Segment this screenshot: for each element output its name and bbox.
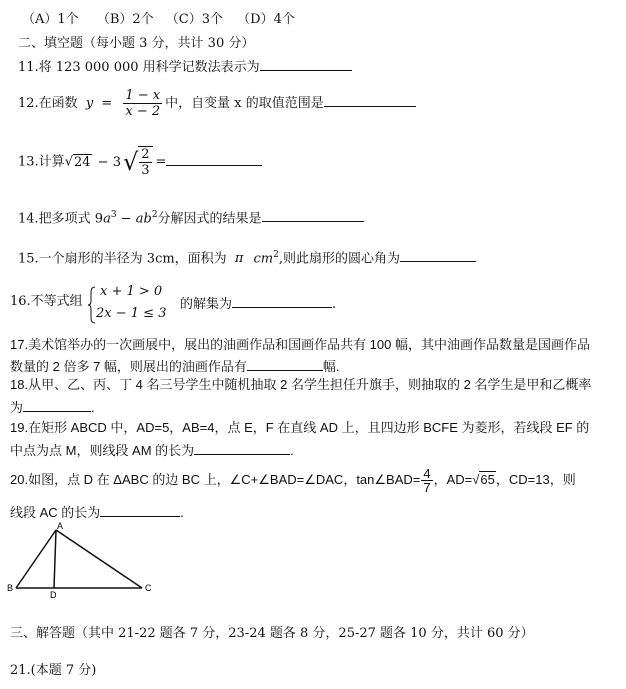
q20-text-2: 线段 AC 的长为 <box>10 505 101 520</box>
q13-answer-blank[interactable] <box>166 152 262 166</box>
q12-fraction <box>123 88 162 119</box>
q13-denominator: 3 <box>141 163 150 178</box>
question-19-line1: 19.在矩形 ABCD 中，AD=5，AB=4，点 E，F 在直线 AD 上，且四边形 BCFE 为菱形，若线段 EF 的 <box>10 420 590 435</box>
q13-numerator: 2 <box>141 147 150 162</box>
question-13: 13.计算√24 − 3√ $\frac{2}{3}$ = <box>18 140 262 184</box>
section-3-heading: 三、解答题（其中 21-22 题各 7 分，23-24 题各 8 分，25-27 题各 10 分，共计 60 分） <box>10 626 534 641</box>
q15-exp2: 2 <box>273 250 279 260</box>
q20-numerator: 4 <box>423 466 431 482</box>
question-17-line2 <box>10 357 340 375</box>
segment-ad <box>54 530 56 588</box>
label-d: D <box>50 590 57 598</box>
question-17-line1: 17.美术馆举办的一次画展中，展出的油画作品和国画作品共有 100 幅，其中油画作品数量是国画作品 <box>10 337 590 352</box>
q12-denominator: x − 2 <box>125 104 161 119</box>
q14-a: a <box>103 211 111 227</box>
q12-answer-blank[interactable] <box>324 93 416 107</box>
q14-exp2: 2 <box>151 210 158 220</box>
question-21: 21.(本题 7 分) <box>10 663 97 678</box>
question-19-line2: 中点为点 M，则线段 AM 的长为 . <box>10 443 294 458</box>
q17-answer-blank[interactable] <box>247 357 323 371</box>
triangle-figure <box>4 518 164 598</box>
question-12 <box>18 86 416 122</box>
q11-text: 11.将 123 000 000 用科学记数法表示为 <box>18 60 260 75</box>
side-ac <box>56 530 142 588</box>
q11-answer-blank[interactable] <box>260 57 352 71</box>
q14-text: 14.把多项式 9 <box>18 211 104 227</box>
question-20-line1: 20.如图，点 D 在 ΔABC 的边 BC 上，∠C+∠BAD=∠DAC，tan∠BAD= $\frac{4}{7}$ ，AD=√65，CD=13，则 <box>10 466 576 496</box>
question-18-line1: 18.从甲、乙、丙、丁 4 名三号学生中随机抽取 2 名学生担任升旗手，则抽取的 2 名学生是甲和乙概率 <box>10 377 592 392</box>
q12-y: y <box>85 96 94 111</box>
q14-answer-blank[interactable] <box>262 208 364 222</box>
q20-answer-blank[interactable] <box>100 503 180 517</box>
section-2-heading: 二、填空题（每小题 3 分，共计 30 分） <box>18 36 255 51</box>
q12-numerator: 1 − x <box>125 88 161 103</box>
side-ab <box>16 530 56 588</box>
q19-answer-blank[interactable] <box>194 441 290 455</box>
q12-post: 中，自变量 x 的取值范围是 <box>165 96 324 111</box>
q13-eq: = <box>155 154 167 170</box>
options-line <box>22 12 295 28</box>
q16-row1: x + 1 > 0 <box>100 284 163 299</box>
q18-answer-blank[interactable] <box>23 398 91 412</box>
q13-fraction <box>138 146 152 178</box>
q15-pi: π <box>234 251 244 267</box>
q16-answer-blank[interactable] <box>232 294 332 308</box>
q20-fraction <box>421 467 432 494</box>
q18-text: 为 <box>10 400 24 415</box>
option-c: （C）3个 <box>165 12 223 27</box>
q20-radicand: 65 <box>480 472 495 487</box>
q14-post: 分解因式的结果是 <box>157 211 262 227</box>
q16-row2: 2x − 1 ≤ 3 <box>96 306 167 321</box>
option-d: （D）4个 <box>237 12 295 27</box>
question-20-line2: 线段 AC 的长为 . <box>10 505 184 520</box>
question-18-line2: 为 . <box>10 400 95 415</box>
q12-eq: = <box>101 96 113 111</box>
question-11 <box>18 57 352 76</box>
q13-minus: − 3 <box>97 154 121 170</box>
label-c: C <box>145 583 152 593</box>
q20-denominator: 7 <box>423 480 431 496</box>
q17-text: 数量的 2 倍多 7 幅，则展出的油画作品有 <box>10 359 247 374</box>
q14-ab: − ab <box>116 211 152 227</box>
q15-cm: cm <box>253 251 274 267</box>
q16-post: 的解集为 <box>180 297 233 312</box>
question-14 <box>18 207 364 227</box>
q14-exp3: 3 <box>110 210 117 220</box>
question-15 <box>18 247 476 267</box>
q20-mid: ，AD= <box>433 472 473 487</box>
q15-answer-blank[interactable] <box>400 248 476 262</box>
option-a: （A）1个 <box>22 12 79 27</box>
q19-text: 中点为点 M，则线段 AM 的长为 <box>10 443 195 458</box>
q15-text: 15.一个扇形的半径为 3cm，面积为 <box>18 251 227 267</box>
q20-post: ，CD=13，则 <box>495 472 576 487</box>
q13-text: 13.计算 <box>18 154 65 170</box>
label-a: A <box>57 521 64 531</box>
option-b: （B）2个 <box>96 12 154 27</box>
q17-end: 幅. <box>322 359 340 374</box>
q13-radicand: 24 <box>73 154 91 170</box>
q20-text: 20.如图，点 D 在 ΔABC 的边 BC 上，∠C+∠BAD=∠DAC，tan∠BAD= <box>10 472 421 487</box>
q16-text: 16.不等式组 <box>10 294 83 309</box>
q12-text: 12.在函数 <box>18 96 78 111</box>
label-b: B <box>7 583 14 593</box>
q15-post: ,则此扇形的圆心角为 <box>278 251 400 267</box>
q16-brace-icon <box>88 286 96 324</box>
